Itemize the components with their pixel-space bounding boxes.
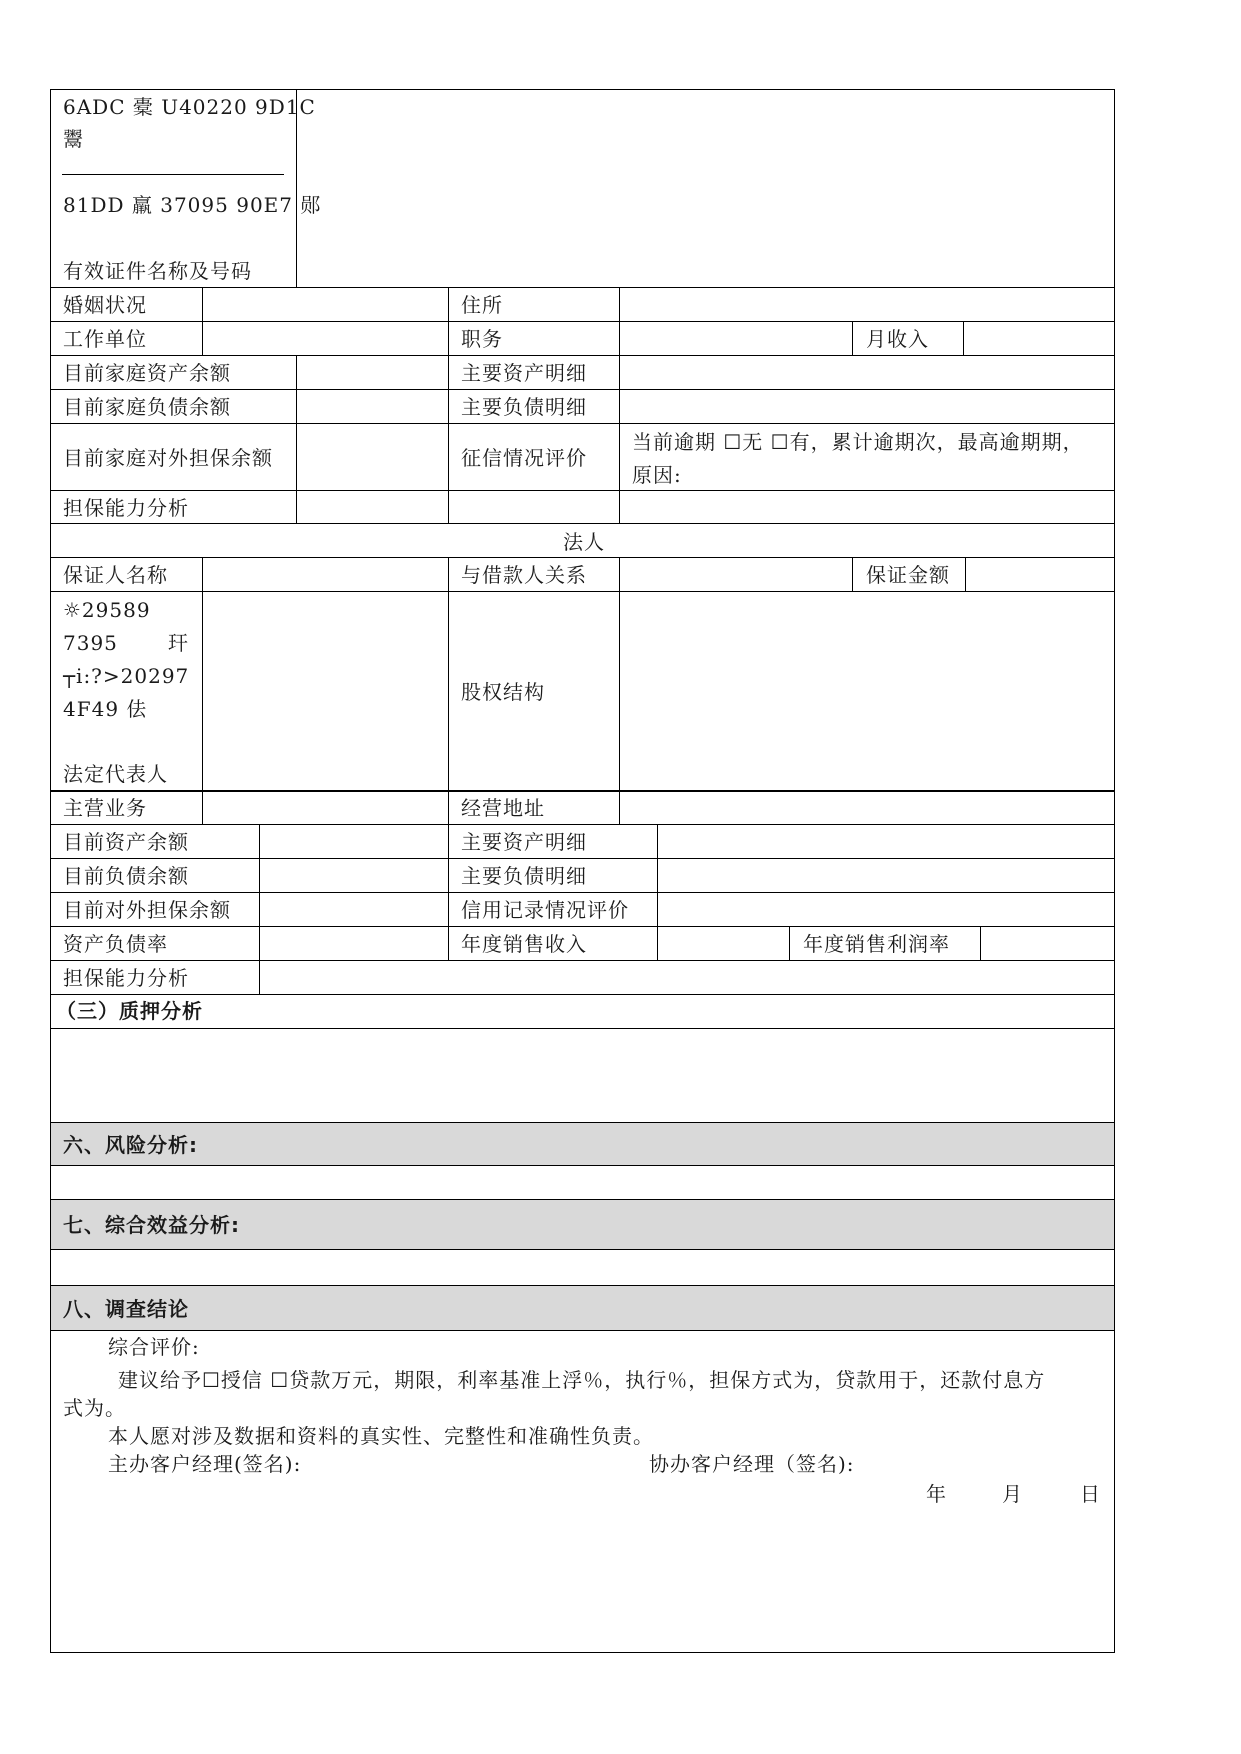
marital-label: 婚姻状况 — [63, 293, 147, 317]
divider — [852, 557, 853, 591]
divider — [619, 287, 620, 523]
section-header-bg — [51, 1122, 1114, 1165]
guarantee-amount-label: 保证金额 — [866, 563, 950, 587]
divider — [62, 174, 284, 175]
manager-signature-label: 主办客户经理(签名): — [108, 1452, 302, 1476]
row-line — [50, 389, 1115, 390]
row-line — [50, 960, 1115, 961]
legal-section-title: 法人 — [563, 530, 605, 554]
divider — [852, 321, 853, 355]
co-manager-signature-label: 协办客户经理（签名): — [649, 1452, 855, 1476]
date-day: 日 — [1080, 1482, 1101, 1506]
assets-label: 目前资产余额 — [63, 830, 189, 854]
divider — [296, 355, 297, 523]
debt-label: 目前负债余额 — [63, 864, 189, 888]
relation-label: 与借款人关系 — [461, 563, 587, 587]
conclusion-line: 本人愿对涉及数据和资料的真实性、完整性和准确性负责。 — [108, 1424, 654, 1448]
main-assets-label: 主要资产明细 — [461, 361, 587, 385]
section-header-bg — [51, 1285, 1114, 1330]
credit-eval-text: 当前逾期 ☐无 ☐有，累计逾期次，最高逾期期， — [632, 430, 1084, 454]
conclusion-line: 综合评价: — [108, 1335, 200, 1359]
row-line — [50, 557, 1115, 558]
monthly-income-label: 月收入 — [866, 327, 929, 351]
garbled-text: ┬i:?>20297 — [63, 664, 190, 688]
garbled-text: 81DD 羸 37095 90E7 郧 — [63, 193, 322, 217]
row-line — [50, 321, 1115, 322]
main-debt-label: 主要负债明细 — [461, 395, 587, 419]
row-line — [50, 1199, 1115, 1200]
row-line — [50, 423, 1115, 424]
pledge-content-cell[interactable] — [51, 1029, 1114, 1122]
row-line — [50, 1285, 1115, 1286]
row-line — [50, 591, 1115, 592]
guarantor-name-label: 保证人名称 — [63, 563, 168, 587]
divider — [448, 287, 449, 523]
row-line — [50, 1330, 1115, 1331]
family-guarantee-label: 目前家庭对外担保余额 — [63, 446, 273, 470]
main-business-label: 主营业务 — [63, 796, 147, 820]
guarantee-ability-label: 担保能力分析 — [63, 496, 189, 520]
divider — [202, 557, 203, 824]
annual-sales-label: 年度销售收入 — [461, 932, 587, 956]
id-label: 有效证件名称及号码 — [63, 259, 252, 283]
debt-ratio-label: 资产负债率 — [63, 932, 168, 956]
row-line — [50, 523, 1115, 524]
divider — [789, 926, 790, 960]
risk-title: 六、风险分析: — [63, 1133, 198, 1157]
equity-label: 股权结构 — [461, 680, 545, 704]
guarantee-ability-label: 担保能力分析 — [63, 966, 189, 990]
divider — [448, 557, 449, 824]
row-line — [50, 355, 1115, 356]
address-label: 经营地址 — [461, 796, 545, 820]
id-value-cell[interactable] — [297, 90, 1114, 287]
credit-eval-label: 征信情况评价 — [461, 446, 587, 470]
row-line — [50, 892, 1115, 893]
garbled-text: 7395 — [63, 631, 118, 655]
risk-content-cell[interactable] — [51, 1166, 1114, 1198]
benefit-title: 七、综合效益分析: — [63, 1213, 240, 1237]
row-line — [50, 926, 1115, 927]
date-year: 年 — [926, 1482, 947, 1506]
credit-record-label: 信用记录情况评价 — [461, 898, 629, 922]
divider — [963, 321, 964, 355]
row-line — [50, 790, 1115, 792]
signature-area[interactable] — [51, 1510, 1114, 1650]
benefit-content-cell[interactable] — [51, 1250, 1114, 1284]
main-assets-label: 主要资产明细 — [461, 830, 587, 854]
guarantee-label: 目前对外担保余额 — [63, 898, 231, 922]
garbled-text: ☼29589 — [63, 598, 151, 622]
legal-rep-label: 法定代表人 — [63, 762, 168, 786]
row-line — [50, 1122, 1115, 1123]
row-line — [50, 858, 1115, 859]
annual-profit-label: 年度销售利润率 — [803, 932, 950, 956]
garbled-text: 玕 — [168, 631, 189, 655]
divider — [619, 557, 620, 824]
garbled-text: 鬻 — [63, 127, 84, 151]
conclusion-line: 式为。 — [63, 1396, 126, 1420]
row-line — [50, 824, 1115, 825]
date-month: 月 — [1002, 1482, 1023, 1506]
garbled-text: 6ADC 橐 U40220 9D1C — [63, 95, 316, 119]
credit-eval-reason: 原因: — [632, 463, 682, 487]
divider — [980, 926, 981, 960]
family-assets-label: 目前家庭资产余额 — [63, 361, 231, 385]
conclusion-title: 八、调查结论 — [63, 1297, 189, 1321]
position-label: 职务 — [461, 327, 503, 351]
divider — [965, 557, 966, 591]
conclusion-line: 建议给予☐授信 ☐贷款万元，期限，利率基准上浮％，执行％，担保方式为，贷款用于，还款付息方 — [118, 1368, 1046, 1392]
divider — [259, 824, 260, 994]
row-line — [50, 287, 1115, 288]
main-debt-label: 主要负债明细 — [461, 864, 587, 888]
family-debt-label: 目前家庭负债余额 — [63, 395, 231, 419]
employer-label: 工作单位 — [63, 327, 147, 351]
pledge-title: （三）质押分析 — [56, 999, 203, 1023]
row-line — [50, 490, 1115, 491]
row-line — [50, 994, 1115, 995]
residence-label: 住所 — [461, 293, 503, 317]
garbled-text: 4F49 佉 — [63, 697, 148, 721]
